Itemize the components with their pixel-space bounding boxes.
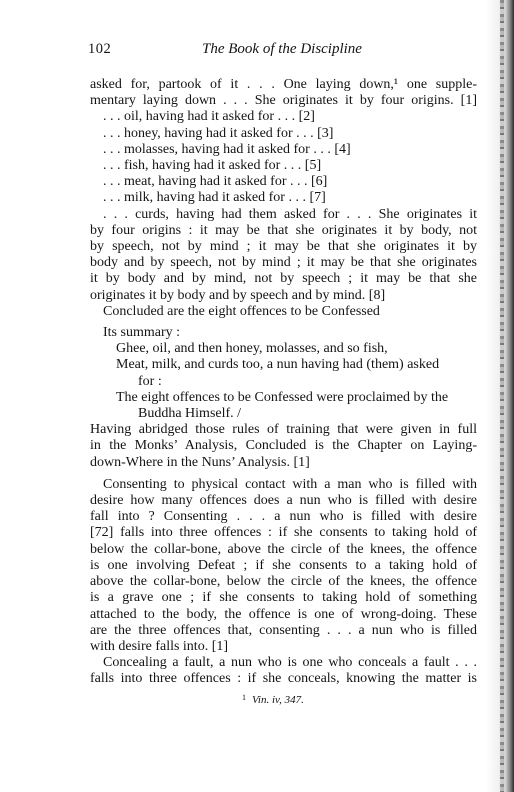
text-line: with desire falls into. [1]: [90, 638, 229, 654]
text-line: in the Monks’ Analysis, Concluded is the Chapter on Laying-: [90, 438, 477, 454]
text-line: body and by speech, not by mind ; it may be that she originates: [90, 255, 477, 271]
text-line: down-Where in the Nuns’ Analysis. [1]: [90, 454, 310, 470]
text-line: above the collar-bone, below the circle of the knees, the offence: [90, 574, 477, 590]
text-line: by speech, not by mind ; it may be that she originates it by: [90, 239, 477, 255]
text-line: attached to the body, the offence is one of wrong-doing. These: [90, 606, 477, 622]
binding-edge: [500, 0, 504, 792]
text-line: are the three offences that, consenting . . . a nun who is filled: [90, 622, 477, 638]
text-line: Meat, milk, and curds too, a nun having had (them) asked: [116, 357, 440, 373]
footnote-mark: 1: [242, 693, 246, 702]
text-line: [72] falls into three offences : if she consents to taking hold of: [90, 525, 477, 541]
text-line: Concealing a fault, a nun who is one who conceals a fault . . .: [103, 655, 477, 671]
running-header: [88, 41, 478, 61]
text-line: mentary laying down . . . She originates it by four origins. [1]: [90, 93, 477, 109]
body-text: [90, 77, 477, 688]
text-line: falls into three offences : if she conceals, knowing the matter is: [90, 671, 477, 687]
text-line: The eight offences to be Confessed were proclaimed by the: [116, 389, 449, 405]
text-line: Consenting to physical contact with a man who is filled with: [103, 476, 477, 492]
text-line: fall into ? Consenting . . . a nun who is filled with desire: [90, 509, 477, 525]
text-line: is a grave one ; if she consents to taking hold of something: [90, 590, 477, 606]
footnote-text: Vin. iv, 347.: [252, 694, 304, 706]
text-line: for :: [138, 373, 162, 389]
text-line: . . . milk, having had it asked for . . . [7]: [103, 190, 326, 206]
text-line: Its summary :: [103, 325, 180, 341]
text-line: . . . oil, having had it asked for . . . [2]: [103, 109, 315, 125]
text-line: . . . honey, having had it asked for . . . [3]: [103, 125, 334, 141]
text-line: . . . fish, having had it asked for . . . [5]: [103, 158, 322, 174]
text-line: by four origins : it may be that she originates it by body, not: [90, 222, 477, 238]
text-line: . . . curds, having had them asked for . . . She originates it: [103, 206, 477, 222]
footnote: [242, 693, 304, 706]
running-title: The Book of the Discipline: [202, 41, 362, 57]
text-line: it by body and by mind, not by speech ; it may be that she: [90, 271, 477, 287]
text-line: Having abridged those rules of training that were given in full: [90, 422, 477, 438]
text-line: asked for, partook of it . . . One laying down,¹ one supple-: [90, 77, 477, 92]
text-line: . . . meat, having had it asked for . . . [6]: [103, 174, 328, 190]
text-line: . . . molasses, having had it asked for . . . [4]: [103, 141, 351, 157]
text-line: is one involving Defeat ; if she consents to a taking hold of: [90, 557, 477, 573]
text-line: Buddha Himself. /: [138, 406, 242, 422]
text-line: originates it by body and by speech and by mind. [8]: [90, 287, 386, 303]
text-line: Ghee, oil, and then honey, molasses, and so fish,: [116, 341, 388, 357]
text-line: desire how many offences does a nun who is filled with desire: [90, 493, 477, 509]
page-number: 102: [88, 41, 112, 57]
text-line: below the collar-bone, above the circle of the knees, the offence: [90, 541, 477, 557]
text-line: Concluded are the eight offences to be Confessed: [103, 303, 380, 319]
